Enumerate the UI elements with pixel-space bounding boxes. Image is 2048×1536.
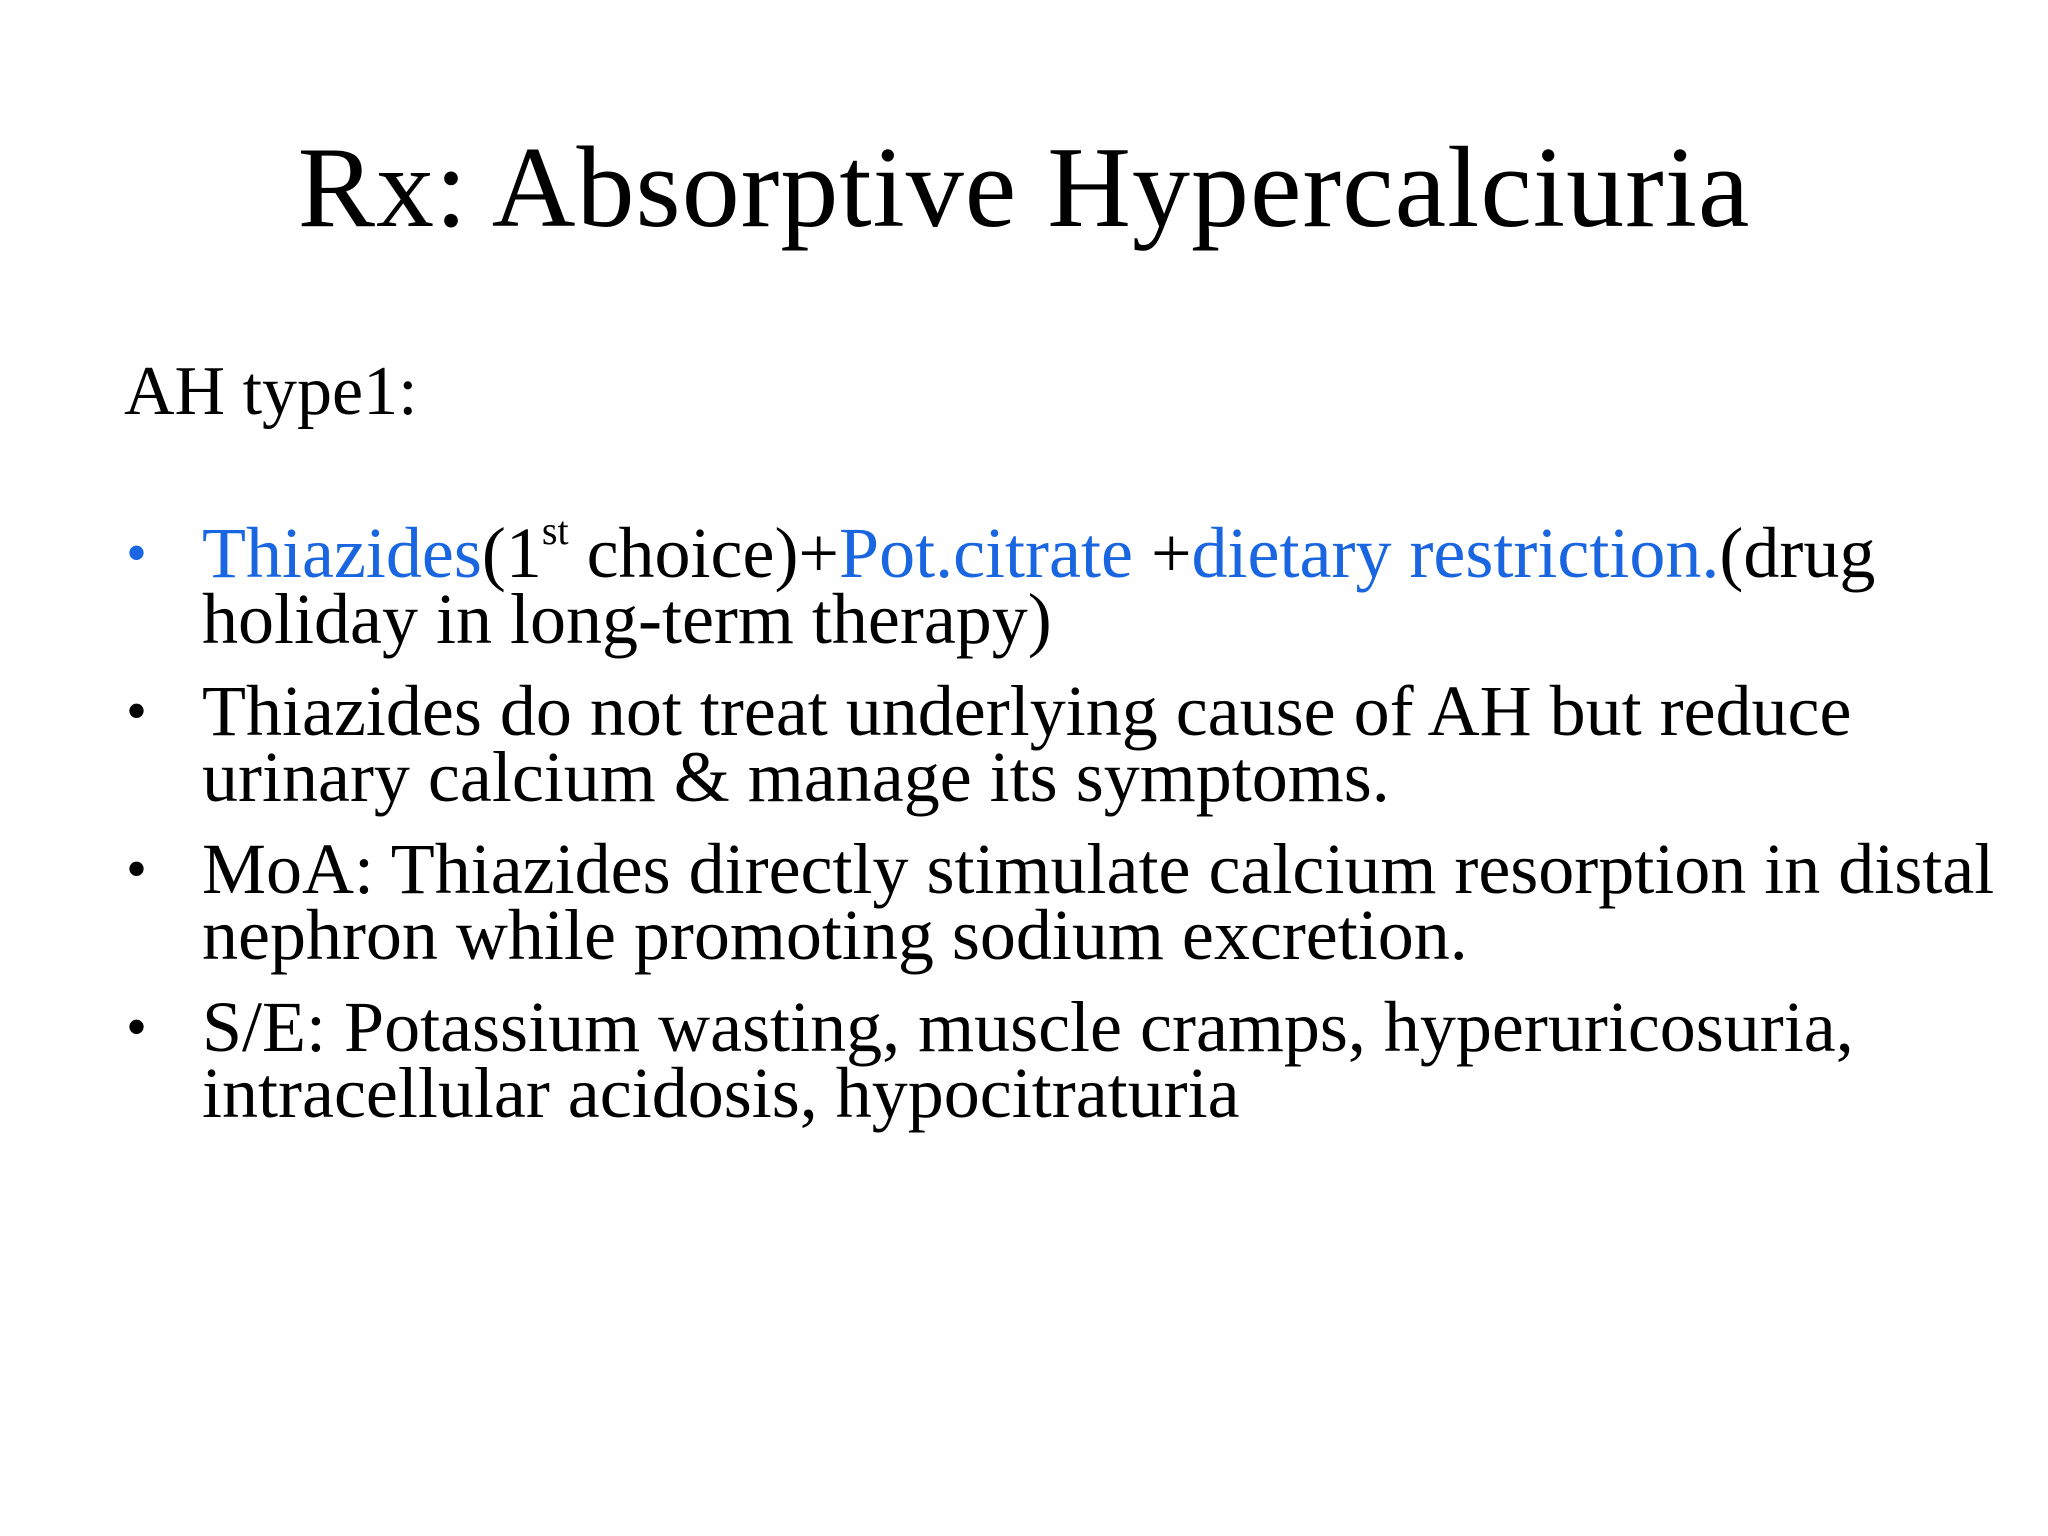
bullet-item-side-effects <box>124 987 2004 1133</box>
bullet-item-treatment <box>124 508 2004 659</box>
bullet-text <box>202 508 1876 659</box>
ordinal-superscript: st <box>541 508 569 553</box>
bullet-item-moa <box>124 829 2004 975</box>
choice-open: (1 <box>481 513 542 593</box>
bullet-text: S/E: Potassium wasting, muscle cramps, hyperuricosuria, intracellular acidosis, hypocitraturia <box>202 987 1854 1133</box>
drug-pot-citrate: Pot.citrate <box>839 513 1133 593</box>
drug-thiazides: Thiazides <box>202 513 482 593</box>
plus-sign: + <box>798 513 840 593</box>
dietary-restriction: dietary restriction. <box>1191 513 1720 593</box>
plus-sign: + <box>1132 513 1192 593</box>
slide-title: Rx: Absorptive Hypercalciuria <box>297 124 1751 252</box>
bullet-item-mechanism-note <box>124 671 2004 817</box>
bullet-icon: • <box>126 836 148 902</box>
bullet-text: Thiazides do not treat underlying cause of AH but reduce urinary calcium & manage its symptoms. <box>202 671 1852 817</box>
subheading: AH type1: <box>124 353 418 430</box>
bullet-icon: • <box>126 994 148 1060</box>
bullet-list <box>124 508 2004 1152</box>
bullet-icon: • <box>126 520 148 586</box>
bullet-text: MoA: Thiazides directly stimulate calcium resorption in distal nephron while promoting sodium excretion. <box>202 829 1995 975</box>
drug-holiday-note: (drug holiday in long-term therapy) <box>202 513 1876 659</box>
bullet-icon: • <box>126 678 148 744</box>
choice-text: choice) <box>568 513 799 593</box>
